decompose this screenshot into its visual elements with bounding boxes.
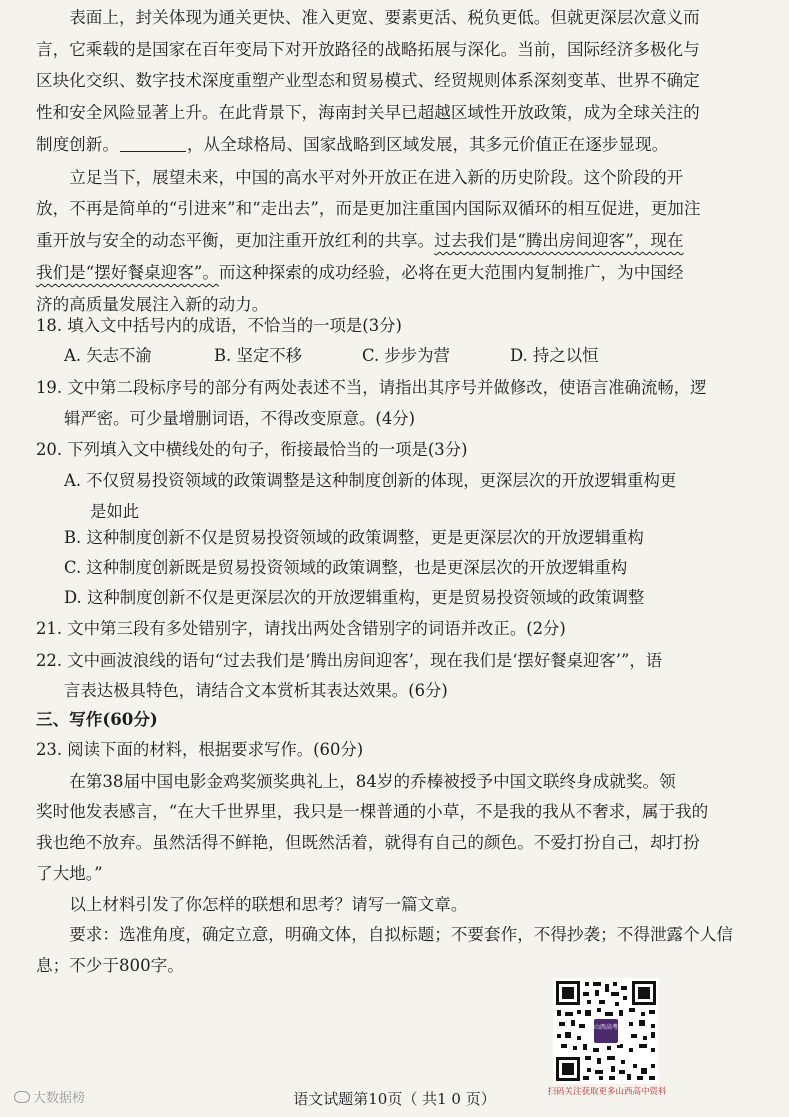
q18-option-d: D. 持之以恒	[510, 346, 599, 365]
section-title-writing: 三、写作(60分)	[36, 709, 158, 729]
passage-paragraph-2	[36, 162, 754, 194]
para1-line-3-wrap	[36, 65, 754, 97]
q20-option-a-line-1: A. 不仅贸易投资领域的政策调整是这种制度创新的体现，更深层次的开放逻辑重构更	[64, 471, 677, 490]
writing-prompt: 以上材料引发了你怎样的联想和思考？请写一篇文章。	[69, 895, 468, 914]
para2-line-5: 济的高质量发展注入新的动力。	[36, 295, 269, 314]
question-22-line-2: 言表达极具特色，请结合文本赏析其表达效果。(6分)	[64, 681, 448, 700]
para1-line-1: 表面上，封关体现为通关更快、准入更宽、要素更活、税负更低。但就更深层次意义而	[69, 8, 700, 27]
question-19-line-2: 辑严密。可少量增删词语，不得改变原意。(4分)	[64, 409, 416, 428]
qr-logo-text: 山西高考	[594, 1024, 619, 1031]
q20-option-b: B. 这种制度创新不仅是贸易投资领域的政策调整，更是更深层次的开放逻辑重构	[64, 528, 644, 547]
para2-line-3a: 重开放与安全的动态平衡，更加注重开放红利的共享。	[36, 231, 435, 250]
wavy-underlined-sentence-a: 过去我们是“腾出房间迎客”，现在	[434, 231, 684, 250]
para1-line-5b: ，从全球格局、国家战略到区域发展，其多元价值正在逐步显现。	[186, 135, 669, 154]
fill-blank-line	[120, 133, 186, 152]
page-number: 语文试题第10页（ 共1 0 页）	[293, 1090, 496, 1108]
writing-requirements-line-1: 要求：选准角度，确定立意，明确文体，自拟标题；不要套作，不得抄袭；不得泄露个人信	[69, 925, 733, 944]
material-line-2: 奖时他发表感言，“在大千世界里，我只是一棵普通的小草，不是我的我从不奢求，属于我的	[36, 802, 709, 821]
q18-option-b: B. 坚定不移	[214, 346, 303, 365]
qr-caption: 扫码关注获取更多山西高中资料	[547, 1087, 667, 1097]
para2-line-4-wrap	[36, 257, 754, 289]
q20-option-d: D. 这种制度创新不仅是更深层次的开放逻辑重构，更是贸易投资领域的政策调整	[64, 588, 645, 607]
para1-line-5a: 制度创新。	[36, 135, 119, 154]
para1-line-3: 区块化交织、数字技术深度重塑产业型态和贸易模式、经贸规则体系深刻变革、世界不确定	[36, 71, 700, 90]
question-19-line-1: 19. 文中第二段标序号的部分有两处表述不当，请指出其序号并做修改，使语言准确流畅，逻	[36, 378, 707, 397]
q20-option-c: C. 这种制度创新既是贸易投资领域的政策调整，也是更深层次的开放逻辑重构	[64, 558, 628, 577]
writing-requirements-line-2: 息；不少于800字。	[36, 956, 184, 975]
para2-line-2-wrap	[36, 193, 754, 225]
para2-line-4b: 而这种探索的成功经验，必将在更大范围内复制推广，为中国经	[218, 263, 684, 282]
para1-line-2: 言，它乘载的是国家在百年变局下对开放路径的战略拓展与深化。当前，国际经济多极化与	[36, 40, 700, 59]
wavy-underlined-sentence-b: 我们是“摆好餐桌迎客”。	[36, 263, 219, 282]
watermark-text: 大数据榜	[33, 1091, 86, 1106]
question-20: 20. 下列填入文中横线处的句子，衔接最恰当的一项是(3分)	[36, 440, 468, 459]
question-18: 18. 填入文中括号内的成语，不恰当的一项是(3分)	[36, 316, 402, 335]
question-23: 23. 阅读下面的材料，根据要求写作。(60分)	[36, 740, 364, 759]
material-line-1: 在第38届中国电影金鸡奖颁奖典礼上，84岁的乔榛被授予中国文联终身成就奖。领	[69, 772, 676, 791]
para1-line-2-wrap	[36, 34, 754, 66]
question-21: 21. 文中第三段有多处错别字，请找出两处含错别字的词语并改正。(2分)	[36, 619, 566, 638]
para1-line-4-wrap	[36, 97, 754, 129]
question-18-options	[64, 340, 754, 372]
q20-option-a-line-2: 是如此	[90, 502, 140, 521]
para2-line-2: 放，不再是简单的“引进来”和“走出去”，而是更加注重国内国际双循环的相互促进，更加注	[36, 199, 701, 218]
qr-code-graphic	[553, 978, 659, 1084]
qr-code[interactable]	[553, 978, 659, 1084]
passage-paragraph-1	[36, 2, 754, 34]
para1-line-5-wrap	[36, 129, 754, 161]
para2-line-1: 立足当下，展望未来，中国的高水平对外开放正在进入新的历史阶段。这个阶段的开	[69, 168, 684, 187]
material-line-3: 我也绝不放弃。虽然活得不鲜艳，但既然活着，就得有自己的颜色。不爱打扮自己，却打扮	[36, 833, 700, 852]
q18-option-c: C. 步步为营	[362, 346, 450, 365]
material-line-4: 了大地。”	[36, 864, 103, 883]
para1-line-4: 性和安全风险显著上升。在此背景下，海南封关早已超越区域性开放政策，成为全球关注的	[36, 103, 700, 122]
question-22-line-1: 22. 文中画波浪线的语句“过去我们是‘腾出房间迎客’，现在我们是‘摆好餐桌迎客’”，语	[36, 651, 663, 670]
para2-line-3-wrap	[36, 225, 754, 257]
q18-option-a: A. 矢志不渝	[64, 346, 152, 365]
